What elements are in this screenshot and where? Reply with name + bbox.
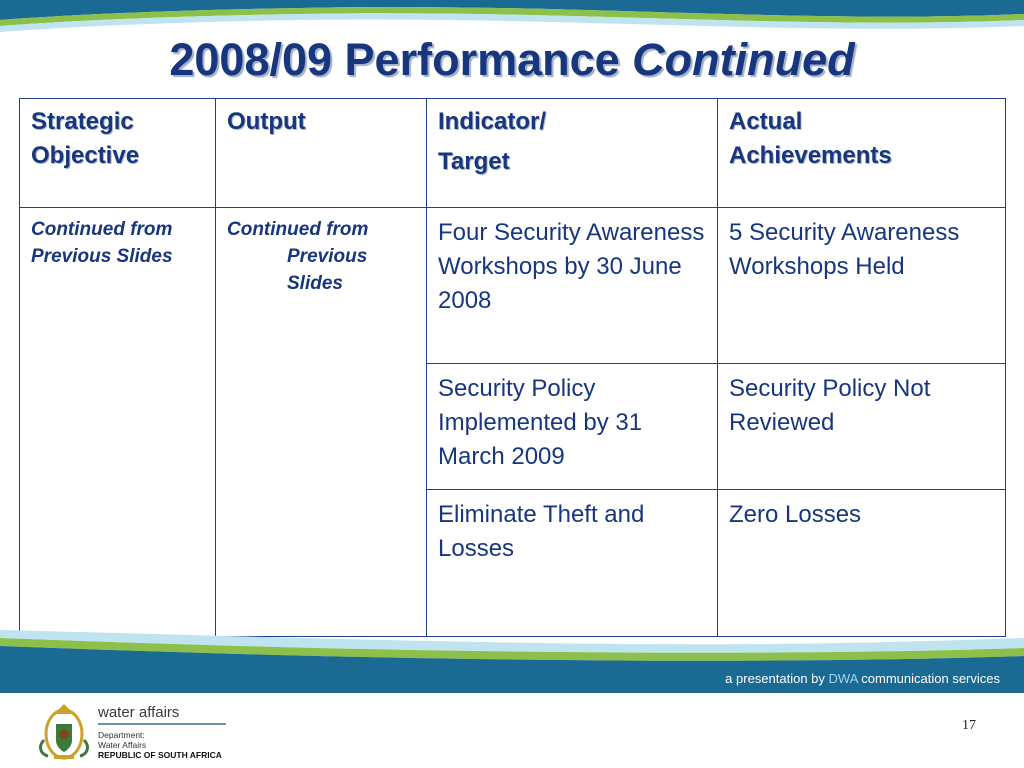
header-text: Objective: [31, 142, 140, 169]
logo-line-department: Department:: [98, 730, 145, 740]
slide-title: [0, 34, 1024, 86]
header-strategic-objective: [20, 99, 216, 208]
output-text: Continued from: [227, 219, 369, 240]
indicator-cell: Security Policy Implemented by 31 March 2009: [427, 364, 718, 490]
header-indicator-target: [427, 99, 718, 208]
title-emphasis: Continued: [632, 34, 855, 85]
department-logo-text: [98, 704, 226, 761]
achievement-cell: Security Policy Not Reviewed: [718, 364, 1006, 490]
indicator-cell: Eliminate Theft and Losses: [427, 490, 718, 637]
credit-suffix: communication services: [857, 671, 1000, 686]
coat-of-arms-logo: [34, 700, 94, 762]
credit-prefix: a presentation by: [725, 671, 829, 686]
output-cell: [216, 208, 427, 637]
indicator-cell: Four Security Awareness Workshops by 30 June 2008: [427, 208, 718, 364]
header-text: Strategic: [31, 108, 134, 135]
header-text: Indicator/: [438, 108, 547, 135]
performance-table: [19, 98, 1006, 637]
objective-text: Previous Slides: [31, 246, 173, 267]
page-number: 17: [962, 718, 976, 733]
header-actual-achievements: [718, 99, 1006, 208]
title-main: 2008/09 Performance: [169, 34, 633, 85]
table-row: [20, 208, 1006, 364]
objective-cell: [20, 208, 216, 637]
objective-text: Continued from: [31, 219, 173, 240]
logo-title: water affairs: [98, 704, 226, 725]
credit-brand: DWA: [828, 671, 858, 686]
header-text: Output: [227, 108, 306, 135]
presentation-credit: [725, 671, 1000, 686]
table-header-row: [20, 99, 1006, 208]
header-text: Actual: [729, 108, 803, 135]
header-text: Target: [438, 148, 510, 175]
header-text: Achievements: [729, 142, 892, 169]
header-output: [216, 99, 427, 208]
output-text: Previous: [287, 246, 368, 267]
logo-line-republic: REPUBLIC OF SOUTH AFRICA: [98, 750, 222, 760]
achievement-cell: Zero Losses: [718, 490, 1006, 637]
output-text: Slides: [287, 273, 343, 294]
logo-line-water-affairs: Water Affairs: [98, 740, 147, 750]
achievement-cell: 5 Security Awareness Workshops Held: [718, 208, 1006, 364]
